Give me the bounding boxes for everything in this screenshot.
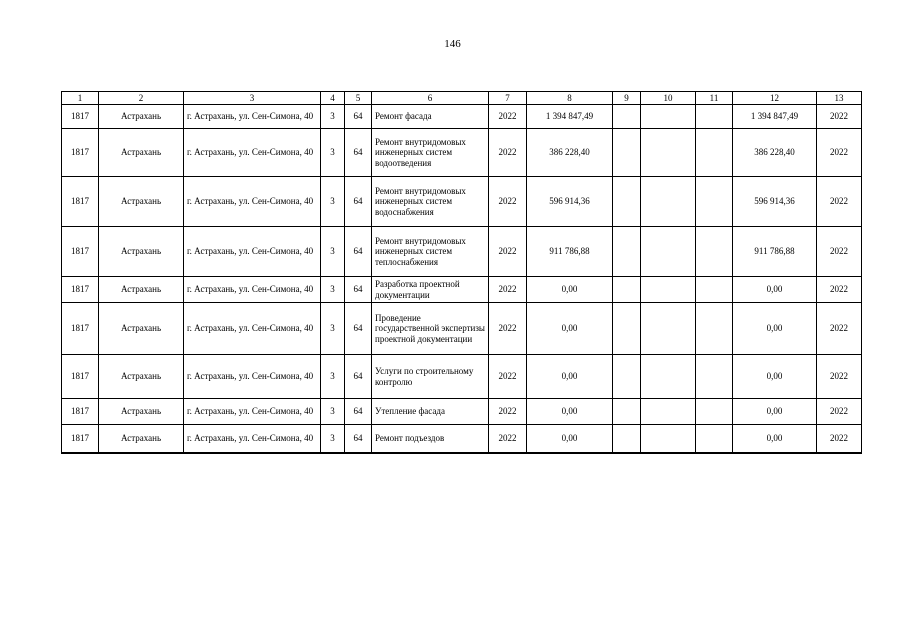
column-header: 5 bbox=[345, 92, 372, 105]
table-row bbox=[62, 303, 862, 355]
cell-col-11 bbox=[696, 355, 733, 399]
cell-col-4: 3 bbox=[321, 399, 345, 425]
cell-registry-number: 1817 bbox=[62, 129, 99, 177]
cell-col-4: 3 bbox=[321, 105, 345, 129]
column-header: 13 bbox=[817, 92, 862, 105]
cell-amount: 1 394 847,49 bbox=[527, 105, 613, 129]
cell-work-type: Ремонт подъездов bbox=[372, 425, 489, 453]
cell-col-4: 3 bbox=[321, 355, 345, 399]
column-header: 12 bbox=[733, 92, 817, 105]
cell-work-type: Ремонт внутридомовых инженерных систем теплоснабжения bbox=[372, 227, 489, 277]
table-row bbox=[62, 177, 862, 227]
column-header: 2 bbox=[99, 92, 184, 105]
cell-work-type: Проведение государственной экспертизы проектной документации bbox=[372, 303, 489, 355]
cell-registry-number: 1817 bbox=[62, 105, 99, 129]
cell-address: г. Астрахань, ул. Сен-Симона, 40 bbox=[184, 227, 321, 277]
cell-col-10 bbox=[641, 277, 696, 303]
cell-year-end: 2022 bbox=[817, 355, 862, 399]
cell-col-10 bbox=[641, 177, 696, 227]
column-header: 6 bbox=[372, 92, 489, 105]
cell-col-9 bbox=[613, 277, 641, 303]
page-number: 146 bbox=[444, 38, 461, 50]
cell-year-end: 2022 bbox=[817, 399, 862, 425]
cell-col-5: 64 bbox=[345, 425, 372, 453]
cell-registry-number: 1817 bbox=[62, 177, 99, 227]
cell-registry-number: 1817 bbox=[62, 425, 99, 453]
cell-col-9 bbox=[613, 355, 641, 399]
cell-year-end: 2022 bbox=[817, 129, 862, 177]
cell-col-4: 3 bbox=[321, 177, 345, 227]
cell-year-end: 2022 bbox=[817, 105, 862, 129]
cell-col-9 bbox=[613, 227, 641, 277]
cell-amount: 911 786,88 bbox=[527, 227, 613, 277]
column-header: 9 bbox=[613, 92, 641, 105]
cell-address: г. Астрахань, ул. Сен-Симона, 40 bbox=[184, 277, 321, 303]
cell-col-4: 3 bbox=[321, 303, 345, 355]
cell-city: Астрахань bbox=[99, 227, 184, 277]
cell-amount: 0,00 bbox=[527, 399, 613, 425]
cell-col-5: 64 bbox=[345, 399, 372, 425]
cell-col-5: 64 bbox=[345, 355, 372, 399]
cell-col-11 bbox=[696, 303, 733, 355]
cell-amount: 0,00 bbox=[527, 277, 613, 303]
header-row bbox=[62, 92, 862, 105]
cell-col-5: 64 bbox=[345, 227, 372, 277]
cell-amount: 386 228,40 bbox=[527, 129, 613, 177]
column-header: 8 bbox=[527, 92, 613, 105]
cell-registry-number: 1817 bbox=[62, 399, 99, 425]
cell-col-4: 3 bbox=[321, 277, 345, 303]
cell-col-11 bbox=[696, 425, 733, 453]
cell-amount: 0,00 bbox=[527, 303, 613, 355]
table-row bbox=[62, 399, 862, 425]
cell-year: 2022 bbox=[489, 277, 527, 303]
cell-col-4: 3 bbox=[321, 227, 345, 277]
cell-col-11 bbox=[696, 227, 733, 277]
cell-address: г. Астрахань, ул. Сен-Симона, 40 bbox=[184, 105, 321, 129]
cell-registry-number: 1817 bbox=[62, 355, 99, 399]
column-header: 7 bbox=[489, 92, 527, 105]
cell-year-end: 2022 bbox=[817, 425, 862, 453]
cell-col-10 bbox=[641, 425, 696, 453]
cell-address: г. Астрахань, ул. Сен-Симона, 40 bbox=[184, 425, 321, 453]
cell-col-9 bbox=[613, 399, 641, 425]
cell-work-type: Ремонт внутридомовых инженерных систем водоснабжения bbox=[372, 177, 489, 227]
cell-work-type: Разработка проектной документации bbox=[372, 277, 489, 303]
cell-col-5: 64 bbox=[345, 129, 372, 177]
cell-col-10 bbox=[641, 399, 696, 425]
cell-year: 2022 bbox=[489, 105, 527, 129]
cell-amount: 0,00 bbox=[527, 355, 613, 399]
cell-col-10 bbox=[641, 355, 696, 399]
cell-col-11 bbox=[696, 129, 733, 177]
cell-city: Астрахань bbox=[99, 355, 184, 399]
cell-year-end: 2022 bbox=[817, 227, 862, 277]
cell-total: 596 914,36 bbox=[733, 177, 817, 227]
cell-work-type: Ремонт фасада bbox=[372, 105, 489, 129]
cell-year: 2022 bbox=[489, 399, 527, 425]
cell-work-type: Услуги по строительному контролю bbox=[372, 355, 489, 399]
cell-year-end: 2022 bbox=[817, 177, 862, 227]
table-row bbox=[62, 227, 862, 277]
cell-address: г. Астрахань, ул. Сен-Симона, 40 bbox=[184, 177, 321, 227]
table-row bbox=[62, 277, 862, 303]
cell-col-11 bbox=[696, 105, 733, 129]
cell-address: г. Астрахань, ул. Сен-Симона, 40 bbox=[184, 303, 321, 355]
cell-work-type: Ремонт внутридомовых инженерных систем водоотведения bbox=[372, 129, 489, 177]
cell-col-11 bbox=[696, 177, 733, 227]
cell-col-5: 64 bbox=[345, 303, 372, 355]
cell-col-4: 3 bbox=[321, 425, 345, 453]
cell-city: Астрахань bbox=[99, 105, 184, 129]
cell-city: Астрахань bbox=[99, 277, 184, 303]
cell-col-10 bbox=[641, 129, 696, 177]
cell-col-9 bbox=[613, 177, 641, 227]
column-header: 11 bbox=[696, 92, 733, 105]
cell-total: 0,00 bbox=[733, 399, 817, 425]
cell-col-9 bbox=[613, 129, 641, 177]
cell-work-type: Утепление фасада bbox=[372, 399, 489, 425]
column-header: 3 bbox=[184, 92, 321, 105]
cell-registry-number: 1817 bbox=[62, 227, 99, 277]
cell-total: 0,00 bbox=[733, 303, 817, 355]
cell-year: 2022 bbox=[489, 425, 527, 453]
cell-year: 2022 bbox=[489, 355, 527, 399]
cell-address: г. Астрахань, ул. Сен-Симона, 40 bbox=[184, 129, 321, 177]
cell-col-11 bbox=[696, 399, 733, 425]
column-header: 1 bbox=[62, 92, 99, 105]
cell-year: 2022 bbox=[489, 177, 527, 227]
table-row bbox=[62, 129, 862, 177]
cell-year: 2022 bbox=[489, 303, 527, 355]
table-row bbox=[62, 105, 862, 129]
cell-city: Астрахань bbox=[99, 129, 184, 177]
cell-year: 2022 bbox=[489, 227, 527, 277]
cell-col-9 bbox=[613, 105, 641, 129]
cell-amount: 596 914,36 bbox=[527, 177, 613, 227]
cell-total: 386 228,40 bbox=[733, 129, 817, 177]
table-row bbox=[62, 425, 862, 453]
cell-col-9 bbox=[613, 425, 641, 453]
cell-col-10 bbox=[641, 227, 696, 277]
column-header: 4 bbox=[321, 92, 345, 105]
cell-col-5: 64 bbox=[345, 277, 372, 303]
column-header: 10 bbox=[641, 92, 696, 105]
cell-total: 0,00 bbox=[733, 425, 817, 453]
cell-city: Астрахань bbox=[99, 399, 184, 425]
cell-registry-number: 1817 bbox=[62, 277, 99, 303]
cell-address: г. Астрахань, ул. Сен-Симона, 40 bbox=[184, 355, 321, 399]
cell-total: 911 786,88 bbox=[733, 227, 817, 277]
cell-year-end: 2022 bbox=[817, 277, 862, 303]
cell-col-10 bbox=[641, 105, 696, 129]
cell-col-9 bbox=[613, 303, 641, 355]
cell-total: 0,00 bbox=[733, 277, 817, 303]
data-table bbox=[61, 91, 862, 454]
cell-year-end: 2022 bbox=[817, 303, 862, 355]
cell-city: Астрахань bbox=[99, 177, 184, 227]
cell-address: г. Астрахань, ул. Сен-Симона, 40 bbox=[184, 399, 321, 425]
cell-year: 2022 bbox=[489, 129, 527, 177]
cell-col-5: 64 bbox=[345, 177, 372, 227]
table-row bbox=[62, 355, 862, 399]
cell-col-4: 3 bbox=[321, 129, 345, 177]
cell-col-11 bbox=[696, 277, 733, 303]
cell-city: Астрахань bbox=[99, 425, 184, 453]
cell-col-10 bbox=[641, 303, 696, 355]
cell-total: 1 394 847,49 bbox=[733, 105, 817, 129]
cell-city: Астрахань bbox=[99, 303, 184, 355]
cell-amount: 0,00 bbox=[527, 425, 613, 453]
cell-registry-number: 1817 bbox=[62, 303, 99, 355]
cell-col-5: 64 bbox=[345, 105, 372, 129]
cell-total: 0,00 bbox=[733, 355, 817, 399]
